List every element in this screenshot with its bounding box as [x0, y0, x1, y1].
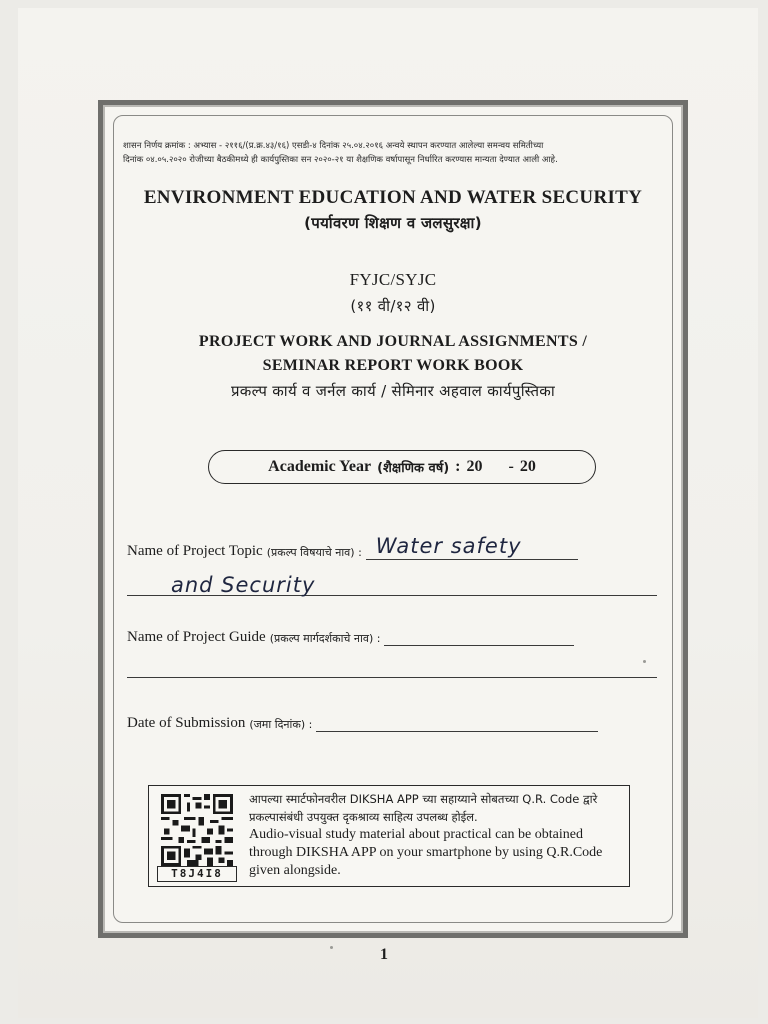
project-guide-field-line-2[interactable] — [127, 659, 657, 678]
class-level-marathi: (११ वी/१२ वी) — [350, 297, 436, 315]
cover-frame — [98, 100, 688, 938]
project-topic-handwriting: Water safety — [375, 534, 522, 558]
academic-year-marathi: (शैक्षणिक वर्ष) — [377, 461, 450, 476]
paper-speck — [643, 660, 646, 663]
government-notice — [123, 139, 673, 167]
project-topic-field[interactable] — [366, 534, 578, 560]
academic-year-box — [208, 450, 596, 484]
diksha-text-marathi: आपल्या स्मार्टफोनवरील DIKSHA APP च्या सहाय्याने सोबतच्या Q.R. Code द्वारे प्रकल्पासंबंधी उपयुक्त दृकश्राव्य साहित्य उपलब्ध होईल. — [249, 792, 598, 824]
submission-date-row — [127, 713, 598, 732]
workbook-title-line-1: PROJECT WORK AND JOURNAL ASSIGNMENTS / — [198, 333, 588, 350]
qr-code-id: T8J4I8 — [157, 866, 237, 882]
submission-date-label: Date of Submission — [127, 715, 246, 731]
class-level: FYJC/SYJC — [349, 270, 437, 289]
workbook-page — [18, 8, 758, 1018]
workbook-title-marathi: प्रकल्प कार्य व जर्नल कार्य / सेमिनार अहवाल कार्यपुस्तिका — [230, 382, 556, 400]
diksha-text-english: Audio-visual study material about practical can be obtained through DIKSHA APP on your smartphone by using Q.R.Code given alongside. — [249, 827, 603, 878]
qr-code-icon[interactable] — [157, 794, 237, 866]
diksha-qr-box — [148, 785, 630, 887]
project-topic-label: Name of Project Topic — [127, 543, 263, 559]
academic-year-label: Academic Year — [268, 458, 372, 475]
project-guide-marathi: (प्रकल्प मार्गदर्शकाचे नाव) : — [269, 632, 381, 645]
academic-year-to: 20 — [519, 458, 536, 475]
diksha-instructions — [249, 790, 623, 880]
project-guide-row — [127, 627, 574, 646]
project-topic-row — [127, 534, 578, 560]
submission-date-marathi: (जमा दिनांक) : — [249, 718, 313, 731]
academic-year-from: 20 — [466, 458, 483, 475]
main-title: ENVIRONMENT EDUCATION AND WATER SECURITY — [143, 187, 643, 208]
project-topic-marathi: (प्रकल्प विषयाचे नाव) : — [266, 546, 362, 559]
academic-year-sep: : — [455, 458, 461, 475]
notice-line-1: शासन निर्णय क्रमांक : अभ्यास - २११६/(प्र.क्र.४३/१६) एसडी-४ दिनांक २५.०४.२०१६ अन्वये स्थापन करण्यात आलेल्या समन्वय समितीच्या — [123, 141, 544, 151]
page-number: 1 — [380, 946, 388, 963]
workbook-title-line-2: SEMINAR REPORT WORK BOOK — [262, 357, 524, 374]
main-title-marathi: (पर्यावरण शिक्षण व जलसुरक्षा) — [304, 214, 482, 232]
notice-line-2: दिनांक ०४.०५.२०२० रोजीच्या बैठकीमध्ये ही कार्यपुस्तिका सन २०२०-२१ या शैक्षणिक वर्षापासून निर्धारित करण्यास मान्यता देण्यात आली आहे. — [123, 155, 558, 165]
project-topic-field-line-2[interactable] — [127, 573, 657, 597]
submission-date-field[interactable] — [316, 713, 598, 732]
project-guide-field[interactable] — [384, 627, 574, 646]
project-guide-label: Name of Project Guide — [127, 629, 266, 645]
project-topic-handwriting-2: and Security — [171, 573, 316, 597]
academic-year-dash: - — [508, 458, 514, 475]
